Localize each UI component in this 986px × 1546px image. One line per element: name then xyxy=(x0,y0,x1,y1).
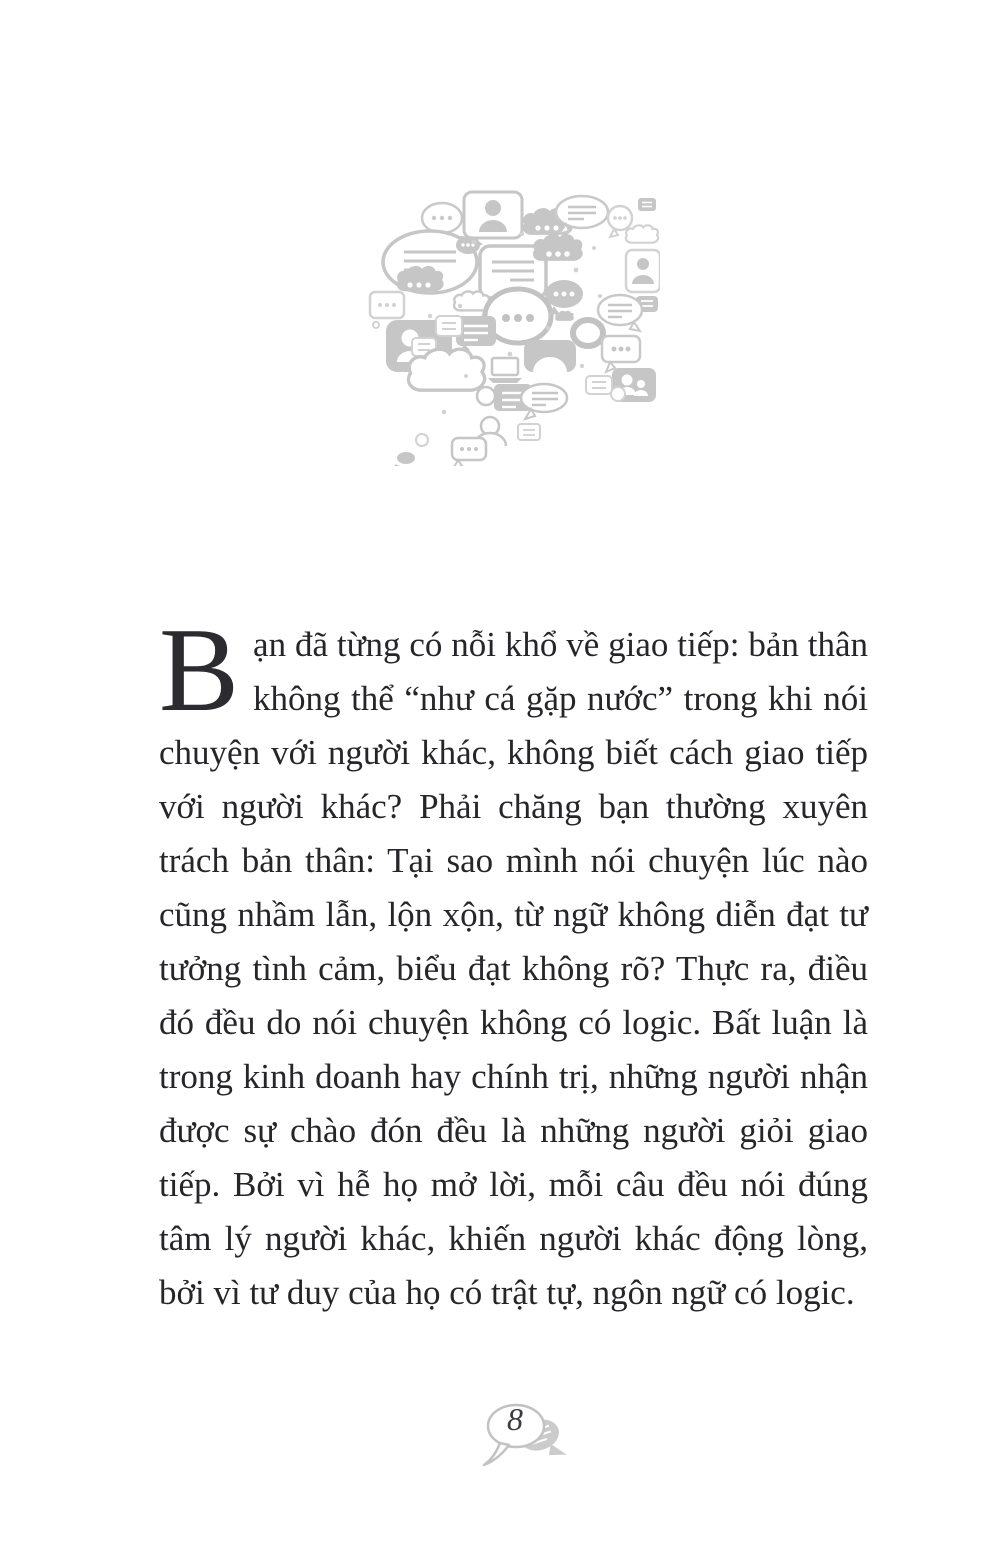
tiny-lines-bubble-icon xyxy=(638,198,656,211)
dotted-bubble-icon xyxy=(452,438,486,466)
page-number-ornament xyxy=(448,1375,568,1475)
rect-lines-bubble-icon xyxy=(518,424,540,440)
big-cloud-icon xyxy=(408,349,484,390)
text-lines-bubble-icon xyxy=(598,295,642,331)
speech-bubble-collage-illustration xyxy=(368,188,660,466)
paragraph xyxy=(159,603,868,1320)
ring-bubble-icon xyxy=(573,320,603,346)
filled-dots-bubble-icon xyxy=(545,280,583,321)
arch-person-bubble-icon xyxy=(524,340,576,372)
rect-lines-bubble-icon xyxy=(436,316,462,336)
text-lines-bubble-icon xyxy=(521,384,567,419)
tail-end-blob-icon xyxy=(395,452,415,466)
chat-cloud-icon xyxy=(533,234,583,261)
page-number: 8 xyxy=(507,1401,523,1437)
rect-dots-bubble-icon xyxy=(602,336,640,372)
paragraph-text: ạn đã từng có nỗi khổ về giao tiếp: bản thân không thể “như cá gặp nước” trong khi nói chuyện với người khác, không biết cách giao tiếp với người khác? Phải chăng bạn thường xuyên trách bản thân: Tại sao mình nói chuyện lúc nào cũng nhầm lẫn, lộn xộn, từ ngữ không diễn đạt tư tưởng tình cảm, biểu đạt không rõ? Thực ra, điều đó đều do nói chuyện không có logic. Bất luận là trong kinh doanh hay chính trị, những người nhận được sự chào đón đều là những người giỏi giao tiếp. Bởi vì hễ họ mở lời, mỗi câu đều nói đúng tâm lý người khác, khiến người khác động lòng, bởi vì tư duy của họ có trật tự, ngôn ngữ có logic. xyxy=(159,625,868,1312)
tiny-bubble-icon xyxy=(416,434,428,446)
drop-cap: B xyxy=(159,603,240,736)
chat-dots-bubble-icon xyxy=(456,236,480,254)
person-card-icon xyxy=(626,250,660,292)
laptop-icon xyxy=(488,358,522,383)
text-lines-bubble-icon xyxy=(556,196,608,234)
cloud-icon xyxy=(626,225,658,242)
